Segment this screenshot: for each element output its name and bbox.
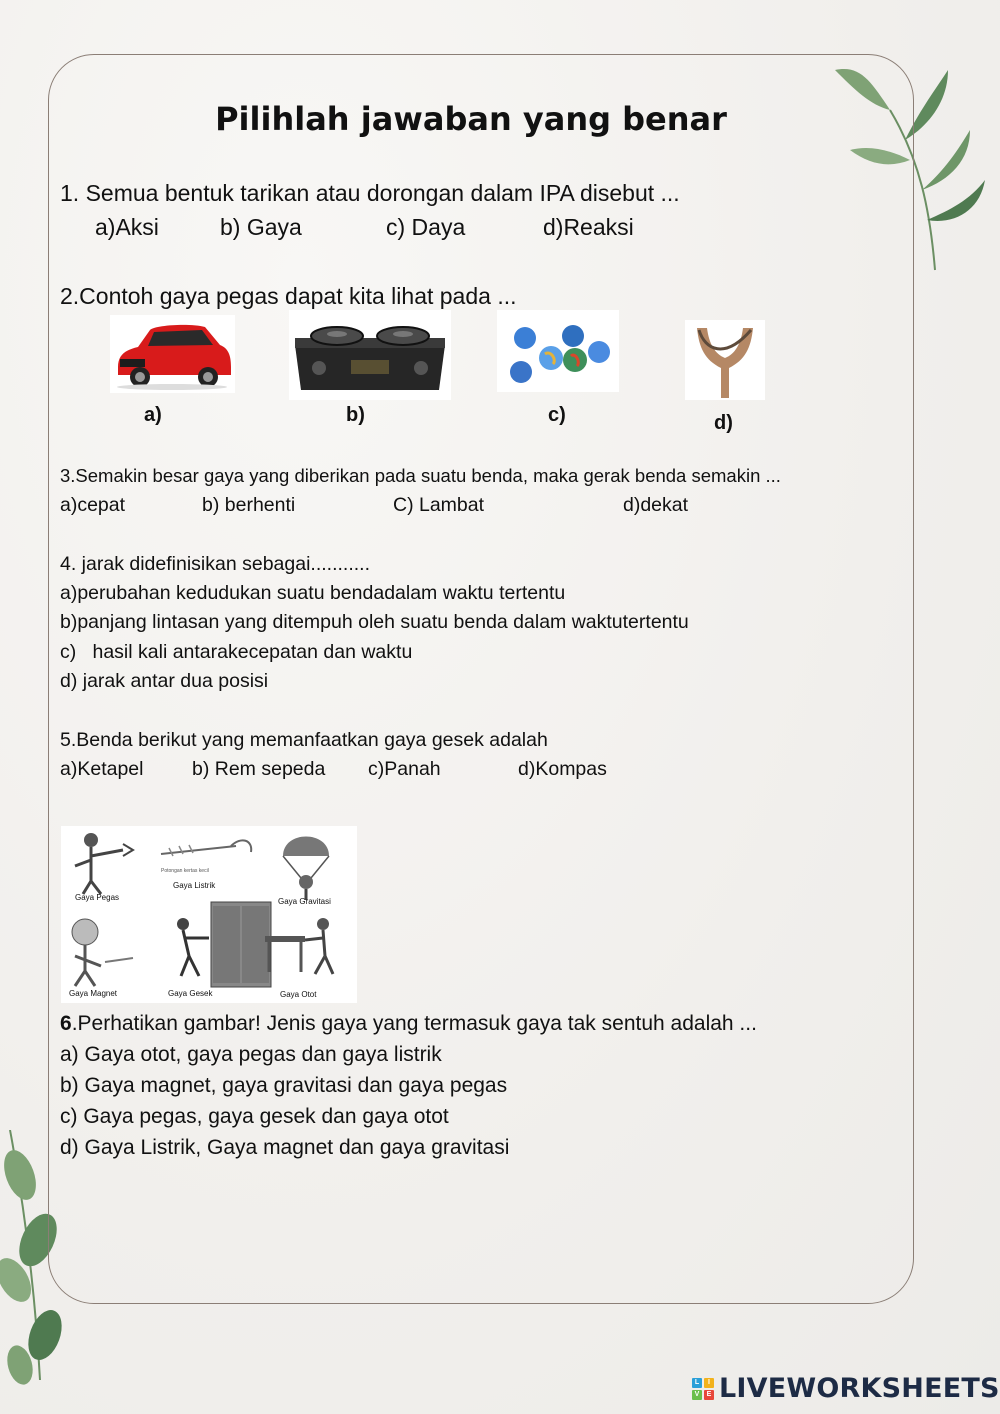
- q5-option-b[interactable]: b) Rem sepeda: [192, 758, 326, 780]
- q2-question: 2.Contoh gaya pegas dapat kita lihat pada ...: [60, 283, 517, 309]
- figure-small-note: Potongan kertas kecil: [161, 868, 209, 874]
- q2-label-c: c): [548, 404, 566, 426]
- q5-option-a[interactable]: a)Ketapel: [60, 758, 144, 780]
- forces-illustration-drawing-icon: [61, 826, 357, 1003]
- q6-option-c[interactable]: c) Gaya pegas, gaya gesek dan gaya otot: [60, 1105, 449, 1128]
- marbles-photo-icon: [497, 310, 619, 392]
- fig-label-gaya-gesek: Gaya Gesek: [168, 989, 213, 998]
- q5-option-d[interactable]: d)Kompas: [518, 758, 607, 780]
- liveworksheets-logo: [692, 1373, 1000, 1404]
- q6-question-text: .Perhatikan gambar! Jenis gaya yang termasuk gaya tak sentuh adalah ...: [71, 1012, 757, 1035]
- q3-option-c[interactable]: C) Lambat: [393, 494, 485, 516]
- q6-option-b[interactable]: b) Gaya magnet, gaya gravitasi dan gaya pegas: [60, 1074, 508, 1097]
- page-title: Pilihlah jawaban yang benar: [215, 100, 727, 138]
- q4-option-a[interactable]: a)perubahan kedudukan suatu bendadalam waktu tertentu: [60, 582, 566, 604]
- fig-label-gaya-magnet: Gaya Magnet: [69, 989, 118, 998]
- q2-label-a: a): [144, 404, 162, 426]
- q6-question: [60, 1012, 757, 1036]
- q3-option-b[interactable]: b) berhenti: [202, 494, 296, 516]
- slingshot-photo-icon: [685, 320, 765, 400]
- q1-option-c[interactable]: c) Daya: [386, 214, 466, 240]
- q6-option-d[interactable]: d) Gaya Listrik, Gaya magnet dan gaya gravitasi: [60, 1136, 510, 1159]
- q6-option-a[interactable]: a) Gaya otot, gaya pegas dan gaya listrik: [60, 1043, 442, 1066]
- logo-letter-l: L: [692, 1378, 702, 1388]
- fig-label-gaya-gravitasi: Gaya Gravitasi: [278, 897, 331, 906]
- q4-question: 4. jarak didefinisikan sebagai...........: [60, 553, 371, 575]
- q5-option-c[interactable]: c)Panah: [368, 758, 441, 780]
- q1-option-b[interactable]: b) Gaya: [220, 214, 302, 240]
- q1-option-d[interactable]: d)Reaksi: [543, 214, 634, 240]
- liveworksheets-logo-icon: [692, 1378, 714, 1400]
- q4-option-b[interactable]: b)panjang lintasan yang ditempuh oleh suatu benda dalam waktutertentu: [60, 611, 689, 633]
- q5-question: 5.Benda berikut yang memanfaatkan gaya gesek adalah: [60, 729, 548, 751]
- q6-number: 6: [60, 1012, 72, 1035]
- logo-text: LIVEWORKSHEETS: [719, 1373, 1000, 1404]
- forces-illustration: [61, 826, 357, 1003]
- q2-label-b: b): [346, 404, 365, 426]
- gas-stove-photo-icon: [289, 310, 451, 400]
- fig-label-gaya-otot: Gaya Otot: [280, 990, 317, 999]
- red-car-photo-icon: [110, 315, 235, 393]
- q3-option-a[interactable]: a)cepat: [60, 494, 126, 516]
- q1-question: 1. Semua bentuk tarikan atau dorongan dalam IPA disebut ...: [60, 180, 680, 206]
- fig-label-gaya-listrik: Gaya Listrik: [173, 881, 216, 890]
- q3-question: 3.Semakin besar gaya yang diberikan pada suatu benda, maka gerak benda semakin ...: [60, 465, 781, 486]
- logo-letter-i: I: [704, 1378, 714, 1388]
- q2-label-d: d): [714, 412, 733, 434]
- logo-letter-e: E: [704, 1390, 714, 1400]
- q3-option-d[interactable]: d)dekat: [623, 494, 689, 516]
- fig-label-gaya-pegas: Gaya Pegas: [75, 893, 120, 902]
- q4-option-d[interactable]: d) jarak antar dua posisi: [60, 670, 269, 692]
- logo-letter-v: V: [692, 1390, 702, 1400]
- q1-option-a[interactable]: a)Aksi: [95, 214, 159, 240]
- q4-option-c[interactable]: c) hasil kali antarakecepatan dan waktu: [60, 641, 413, 663]
